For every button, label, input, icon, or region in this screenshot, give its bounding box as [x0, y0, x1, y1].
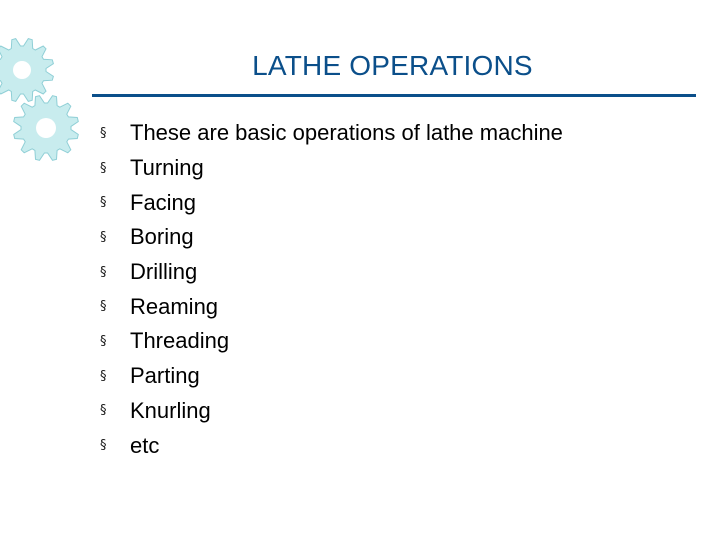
bullet-icon: § [100, 368, 107, 384]
list-item [98, 220, 563, 255]
bullet-icon: § [100, 333, 107, 349]
bullet-icon: § [100, 195, 107, 211]
list-item [98, 324, 563, 359]
list-item [98, 151, 563, 186]
gear-bottom-icon [14, 96, 79, 161]
list-item-text: Turning [130, 155, 204, 181]
list-item-text: Reaming [130, 293, 219, 319]
bullet-icon: § [100, 299, 107, 315]
list-item [98, 394, 563, 429]
bullet-icon: § [100, 264, 107, 280]
list-item [98, 428, 563, 463]
list-item [98, 359, 563, 394]
list-item [98, 289, 563, 324]
bullet-icon: § [100, 229, 107, 245]
list-item [98, 116, 563, 151]
bullet-icon: § [100, 403, 107, 419]
list-item [98, 255, 563, 290]
list-item-text: Parting [130, 363, 200, 389]
bullet-icon: § [100, 125, 107, 141]
list-item-text: Drilling [130, 259, 198, 285]
list-item [98, 185, 563, 220]
list-item-text: Facing [130, 189, 197, 215]
list-item-text: Threading [130, 328, 230, 354]
list-item-text: etc [130, 432, 160, 458]
title-divider [92, 94, 696, 97]
bullet-icon: § [100, 438, 107, 454]
page-title: LATHE OPERATIONS [252, 50, 533, 81]
gear-top-icon [0, 39, 53, 102]
list-item-text: Boring [130, 224, 194, 250]
list-item-text: Knurling [130, 397, 211, 423]
list-item-text: These are basic operations of lathe machine [130, 120, 563, 146]
gears-icon [0, 28, 90, 168]
bullet-icon: § [100, 160, 107, 176]
bullet-list [98, 116, 563, 463]
